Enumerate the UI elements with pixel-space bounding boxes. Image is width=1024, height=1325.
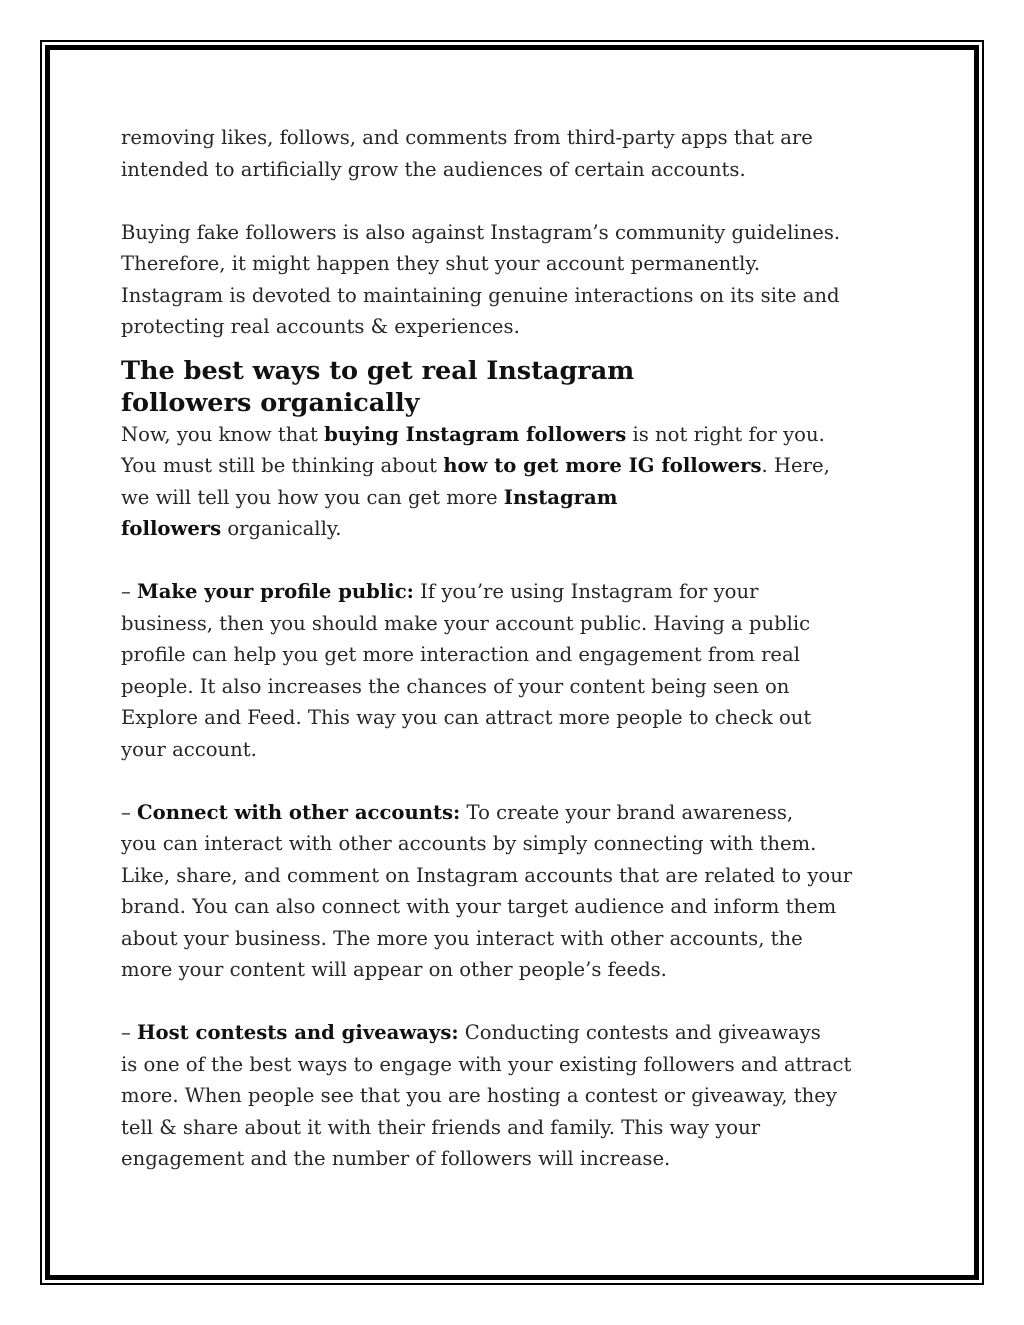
tip-make-profile-public [121,576,921,765]
text-line: removing likes, follows, and comments from third-party apps that are [121,126,813,149]
text-line: about your business. The more you interact with other accounts, the [121,926,803,950]
text-line: is one of the best ways to engage with your existing followers and attract [121,1052,852,1076]
bold-phrase: how to get more IG followers [443,454,762,477]
text-run: we will tell you how you can get more [121,485,504,509]
document-body [121,122,921,1175]
text-line: more. When people see that you are hosting a contest or giveaway, they [121,1084,837,1107]
text-run: Conducting contests and giveaways [458,1021,821,1044]
bold-phrase: followers [121,517,222,540]
text-line [121,1017,921,1049]
text-line [121,482,921,514]
text-line: Explore and Feed. This way you can attract more people to check out [121,706,812,729]
text-line: brand. You can also connect with your target audience and inform them [121,895,837,918]
bold-phrase: buying Instagram followers [324,422,627,446]
text-line: Buying fake followers is also against Instagram’s community guidelines. [121,220,841,244]
dash: – [121,1021,138,1044]
lead-paragraph [121,419,921,545]
dash: – [121,580,138,603]
text-run: If you’re using Instagram for your [413,580,759,603]
text-line: intended to artificially grow the audiences of certain accounts. [121,157,746,181]
text-line: protecting real accounts & experiences. [121,315,520,338]
text-line [121,450,921,482]
text-line [121,797,921,829]
tip-title: Make your profile public: [137,580,414,603]
text-line: Like, share, and comment on Instagram accounts that are related to your [121,863,853,887]
text-run: To create your brand awareness, [460,800,794,824]
text-line: people. It also increases the chances of your content being seen on [121,674,790,698]
heading-line: followers organically [121,387,420,418]
tip-host-contests [121,1017,921,1175]
text-line: your account. [121,737,257,761]
text-line [121,513,921,545]
text-run: Now, you know that [121,422,325,446]
section-heading [121,355,921,419]
text-line: more your content will appear on other people’s feeds. [121,958,667,981]
tip-title: Connect with other accounts: [137,800,461,824]
text-line: business, then you should make your account public. Having a public [121,611,811,635]
text-line: Instagram is devoted to maintaining genuine interactions on its site and [121,283,840,307]
text-line: tell & share about it with their friends and family. This way your [121,1115,761,1139]
guidelines-paragraph [121,217,921,343]
text-line [121,419,921,451]
text-line [121,576,921,608]
heading-line: The best ways to get real Instagram [121,355,635,386]
text-run: organically. [221,517,342,540]
text-run: is not right for you. [626,422,825,446]
text-line: profile can help you get more interaction and engagement from real [121,643,800,666]
intro-paragraph [121,122,921,185]
text-run: You must still be thinking about [121,454,444,477]
text-line: engagement and the number of followers will increase. [121,1147,671,1170]
text-line: you can interact with other accounts by simply connecting with them. [121,832,817,855]
text-line: Therefore, it might happen they shut your account permanently. [121,252,761,275]
text-run: . Here, [761,454,830,477]
tip-connect-accounts [121,797,921,986]
tip-title: Host contests and giveaways: [137,1021,459,1044]
bold-phrase: Instagram [503,485,618,509]
dash: – [121,800,138,824]
